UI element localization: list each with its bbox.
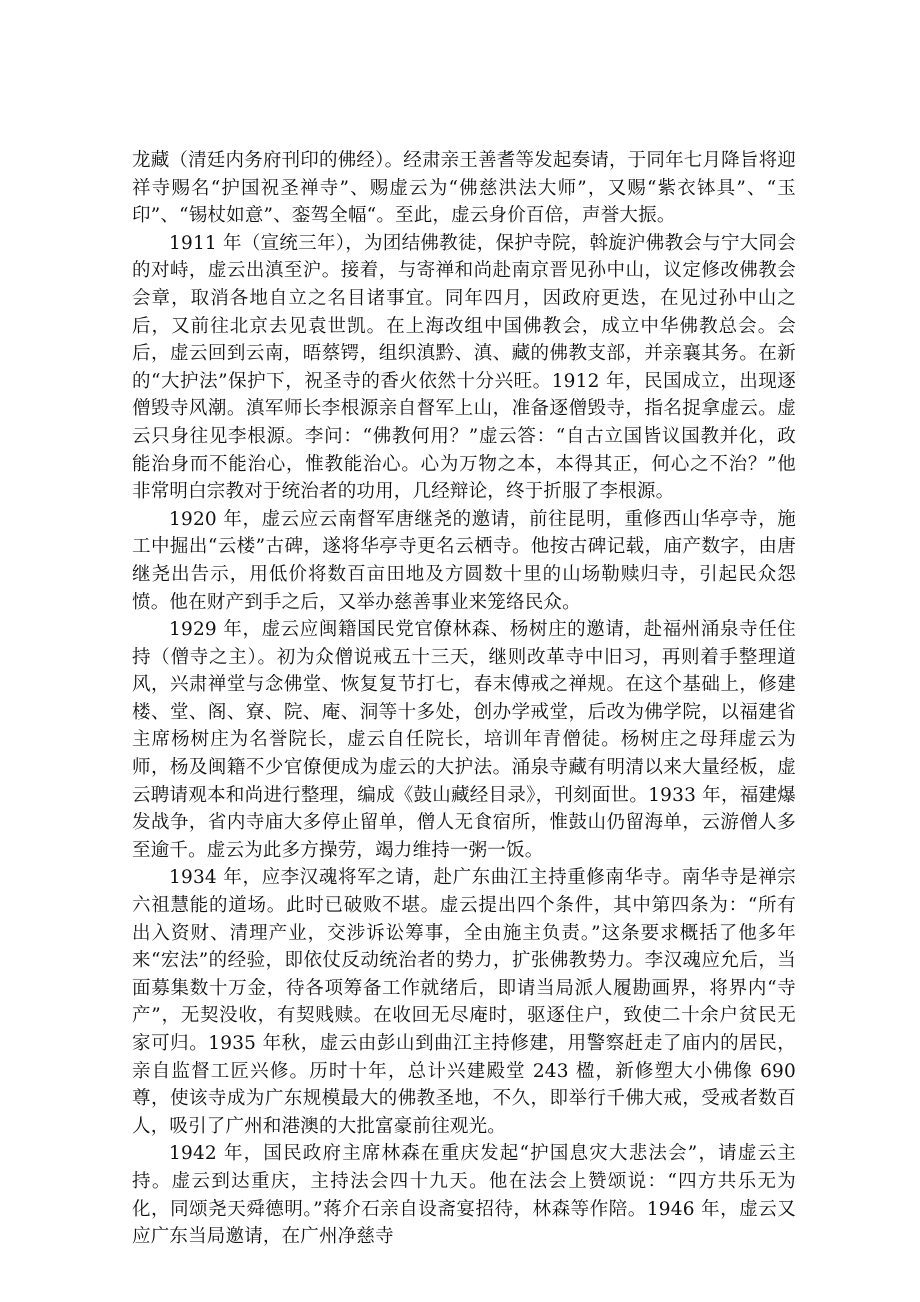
paragraph-1920: 1920 年，虚云应云南督军唐继尧的邀请，前往昆明，重修西山华亭寺，施工中掘出“云楼”古碑，遂将华亭寺更名云栖寺。他按古碑记载，庙产数字，由唐继尧出告示，用低价将数百亩田地及方圆数十里的山场勒赎归寺，引起民众怨愤。他在财产到手之后，又举办慈善事业来笼络民众。 [132, 508, 796, 613]
paragraph-1934: 1934 年，应李汉魂将军之请，赴广东曲江主持重修南华寺。南华寺是禅宗六祖慧能的道场。此时已破败不堪。虚云提出四个条件，其中第四条为：“所有出入资财、清理产业，交涉诉讼筹事，全由施主负责。”这条要求概括了他多年来“宏法”的经验，即依仗反动统治者的势力，扩张佛教势力。李汉魂应允后，当面募集数十万金，待各项筹备工作就绪后，即请当局派人履勘画界，将界内“寺产”，无契没收，有契贱赎。在收回无尽庵时，驱逐住户，致使二十余户贫民无家可归。1935 年秋，虚云由彭山到曲江主持修建，用警察赶走了庙内的居民，亲自监督工匠兴修。历时十年，总计兴建殿堂 243 楹，新修塑大小佛像 690 尊，使该寺成为广东规模最大的佛教圣地，不久，即举行千佛大戒，受戒者数百人，吸引了广州和港澳的大批富豪前往观光。 [132, 867, 796, 1137]
paragraph-continued: 龙藏（清廷内务府刊印的佛经）。经肃亲王善耆等发起奏请，于同年七月降旨将迎祥寺赐名“护国祝圣禅寺”、赐虚云为“佛慈洪法大师”，又赐“紫衣钵具”、“玉印”、“锡杖如意”、銮驾全幅“。至此，虚云身价百倍，声誉大振。 [132, 150, 796, 227]
paragraph-1911: 1911 年（宣统三年），为团结佛教徒，保护寺院，斡旋沪佛教会与宁大同会的对峙，虚云出滇至沪。接着，与寄禅和尚赴南京晋见孙中山，议定修改佛教会会章，取消各地自立之名目诸事宜。同年四月，因政府更迭，在见过孙中山之后，又前往北京去见袁世凯。在上海改组中国佛教会，成立中华佛教总会。会后，虚云回到云南，晤蔡锷，组织滇黔、滇、藏的佛教支部，并亲襄其务。在新的“大护法”保护下，祝圣寺的香火依然十分兴旺。1912 年，民国成立，出现逐僧毁寺风潮。滇军师长李根源亲自督军上山，准备逐僧毁寺，指名捉拿虚云。虚云只身往见李根源。李问：“佛教何用？”虚云答：“自古立国皆议国教并化，政能治身而不能治心，惟教能治心。心为万物之本，本得其正，何心之不治？”他非常明白宗教对于统治者的功用，几经辩论，终于折服了李根源。 [132, 232, 796, 503]
paragraph-1929: 1929 年，虚云应闽籍国民党官僚林森、杨树庄的邀请，赴福州涌泉寺任住持（僧寺之主）。初为众僧说戒五十三天，继则改革寺中旧习，再则着手整理道风，兴肃禅堂与念佛堂、恢复复节打七，春末傅戒之禅规。在这个基础上，修建楼、堂、阁、寮、院、庵、洞等十多处，创办学戒堂，后改为佛学院，以福建省主席杨树庄为名誉院长，虚云自任院长，培训年青僧徒。杨树庄之母拜虚云为师，杨及闽籍不少官僚便成为虚云的大护法。涌泉寺藏有明清以来大量经板，虚云聘请观本和尚进行整理，编成《鼓山藏经目录》，刊刻面世。1933 年，福建爆发战争，省内寺庙大多停止留单，僧人无食宿所，惟鼓山仍留海单，云游僧人多至逾千。虚云为此多方操劳，竭力维持一粥一饭。 [132, 619, 796, 861]
paragraph-1942: 1942 年，国民政府主席林森在重庆发起“护国息灾大悲法会”，请虚云主持。虚云到达重庆，主持法会四十九天。他在法会上赞颂说：“四方共乐无为化，同颂尧天舜德明。”蒋介石亲自设斋宴招待，林森等作陪。1946 年，虚云又应广东当局邀请，在广州净慈寺 [132, 1143, 796, 1248]
document-page [132, 147, 796, 1251]
